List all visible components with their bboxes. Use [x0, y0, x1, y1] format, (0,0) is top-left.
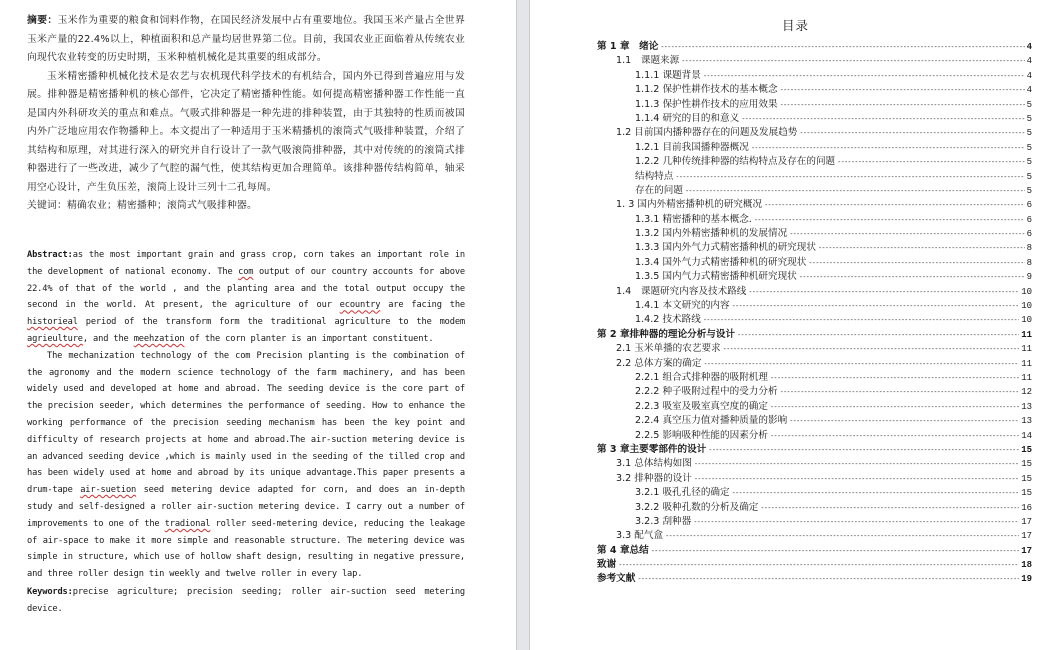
toc-page-number: 17: [1021, 531, 1032, 542]
toc-entry[interactable]: [597, 529, 1032, 543]
toc-entry-label: 1.2.2 几种传统排种器的结构特点及存在的问题: [635, 156, 836, 168]
toc-page-number: 15: [1021, 488, 1032, 499]
toc-leader: [723, 342, 1020, 356]
toc-leader: [693, 515, 1019, 529]
toc-entry[interactable]: [597, 40, 1032, 54]
toc-entry[interactable]: [597, 227, 1032, 241]
toc-leader: [741, 112, 1024, 126]
toc-entry-label: 1.2 目前国内播种器存在的问题及发展趋势: [616, 127, 798, 139]
toc-leader: [675, 170, 1024, 184]
toc-entry[interactable]: [597, 414, 1032, 428]
toc-entry[interactable]: [597, 54, 1032, 68]
toc-entry[interactable]: [597, 155, 1032, 169]
toc-page-number: 5: [1026, 128, 1032, 139]
toc-leader: [651, 544, 1019, 558]
toc-leader: [694, 457, 1019, 471]
toc-entry-label: 1.1.4 研究的目的和意义: [635, 112, 740, 124]
toc-leader: [780, 83, 1025, 97]
toc-leader: [708, 443, 1019, 457]
toc-entry[interactable]: [597, 572, 1032, 586]
toc-entry-label: 1.1.3 保护性耕作技术的应用效果: [635, 98, 778, 110]
toc-leader: [754, 213, 1025, 227]
toc-page-number: 5: [1026, 142, 1032, 153]
toc-page-number: 6: [1026, 214, 1032, 225]
toc-entry-label: 1.1.2 保护性耕作技术的基本概念: [635, 84, 778, 96]
document-page-left: [0, 0, 516, 650]
en-text: as the most important grain and grass crop, corn takes an important role in the development of national economy. The: [27, 250, 465, 277]
en-text: seed metering device adapted for corn, and does an in-depth study and self-designed a roller air-suction metering device. I carry out a number of improvements to one of the: [27, 485, 465, 529]
toc-entry[interactable]: [597, 256, 1032, 270]
toc-entry[interactable]: [597, 83, 1032, 97]
en-abstract-label: Abstract:: [27, 250, 73, 260]
toc-leader: [660, 40, 1024, 54]
cn-keywords: [27, 197, 465, 216]
toc-entry[interactable]: [597, 558, 1032, 572]
en-keywords-label: Keywords:: [27, 586, 73, 597]
toc-entry-label: 3.1 总体结构如图: [616, 458, 692, 470]
toc-entry-label: 1. 3 国内外精密播种机的研究概况: [616, 199, 763, 211]
en-text: of the corn planter is an important constituent.: [184, 333, 434, 344]
spelling-error: meehzation: [133, 333, 185, 344]
toc-leader: [770, 429, 1019, 443]
page-gap: [516, 0, 530, 650]
toc-entry-label: 存在的问题: [635, 184, 683, 196]
toc-entry-label: 参考文献: [597, 573, 636, 585]
toc-leader: [789, 227, 1024, 241]
toc-leader: [748, 285, 1019, 299]
toc-entry-label: 结构特点: [635, 170, 674, 182]
toc-entry-label: 第 3 章主要零部件的设计: [597, 443, 707, 455]
en-text: The mechanization technology of the com Precision planting is the combination of the agronomy and the modern science technology of the farm machinery, and has been widely used and developed at home and abroad. The seeding device is the core part of the precision seeder, which determines the performance of seeding. How to enhance the working performance of the precision seeding mechanism has been the key point and difficulty of research projects at home and abroad.The air-suction metering device is an advanced seeding device ,which is mainly used in the seeding of the tilled crop and has been widely used at home and abroad by its unique advantage.This paper presents a drum-tape: [27, 350, 465, 496]
document-page-right: [530, 0, 1061, 650]
toc-entry[interactable]: [597, 69, 1032, 83]
spelling-error: historieal: [27, 317, 78, 328]
toc-leader: [681, 54, 1024, 68]
spelling-error: com: [238, 266, 254, 277]
spelling-error: agrieulture: [27, 333, 83, 344]
toc-entry[interactable]: [597, 112, 1032, 126]
toc-entry[interactable]: [597, 213, 1032, 227]
toc-page-number: 12: [1021, 387, 1032, 398]
toc-leader: [770, 400, 1019, 414]
toc-entry[interactable]: [597, 501, 1032, 515]
toc-page-number: 9: [1026, 272, 1032, 283]
toc-page-number: 11: [1021, 329, 1032, 340]
toc-entry[interactable]: [597, 472, 1032, 486]
en-text: , and the: [82, 333, 134, 344]
toc-page-number: 14: [1021, 430, 1032, 441]
toc-page-number: 5: [1026, 99, 1032, 110]
toc-page-number: 10: [1021, 301, 1032, 312]
toc-entry-label: 1.3.3 国内外气力式精密播种机的研究现状: [635, 242, 816, 254]
toc-leader: [837, 155, 1024, 169]
toc-entry-label: 1.3.4 国外气力式精密播种机的研究现状: [635, 256, 807, 268]
toc-entry[interactable]: [597, 515, 1032, 529]
toc-leader: [665, 529, 1019, 543]
toc-entry-label: 1.3.5 国内气力式精密播种机研究现状: [635, 271, 797, 283]
toc-leader: [685, 184, 1025, 198]
toc-page-number: 10: [1021, 286, 1032, 297]
toc-leader: [703, 313, 1019, 327]
toc-page-number: 4: [1026, 70, 1032, 81]
spelling-error: ecountry: [339, 300, 381, 311]
toc-entry-label: 1.1 课题来源: [616, 55, 680, 67]
toc-entry[interactable]: [597, 170, 1032, 184]
toc-page-number: 15: [1021, 473, 1032, 484]
cn-abstract-paragraph-1: [27, 12, 465, 68]
spelling-error: air-suetion: [80, 485, 137, 496]
toc-leader: [637, 572, 1019, 586]
toc-leader: [789, 414, 1019, 428]
toc-entry-label: 2.2.3 吸室及吸室真空度的确定: [635, 400, 768, 412]
toc-leader: [780, 385, 1020, 399]
toc-page-number: 5: [1026, 113, 1032, 124]
toc-entry-label: 1.4 课题研究内容及技术路线: [616, 285, 747, 297]
en-keywords-text: precise agriculture; precision seeding; roller air-suction seed metering device.: [27, 586, 465, 614]
toc-entry[interactable]: [597, 198, 1032, 212]
toc-entry[interactable]: [597, 98, 1032, 112]
toc-page-number: 5: [1026, 171, 1032, 182]
toc-page-number: 4: [1026, 56, 1032, 67]
toc-leader: [732, 299, 1020, 313]
toc-entry[interactable]: [597, 141, 1032, 155]
toc-leader: [737, 328, 1019, 342]
toc-entry[interactable]: [597, 385, 1032, 399]
toc-page-number: 4: [1026, 85, 1032, 96]
cn-keywords-text: 精确农业；精密播种；滚筒式气吸排种器。: [67, 200, 257, 211]
toc-entry[interactable]: [597, 328, 1032, 342]
toc-page-number: 15: [1021, 444, 1032, 455]
toc-page-number: 6: [1026, 229, 1032, 240]
en-text: are facing the: [380, 300, 465, 311]
toc-page-number: 11: [1021, 344, 1032, 355]
toc-entry-label: 3.2.2 吸种孔数的分析及确定: [635, 501, 759, 513]
toc-page-number: 5: [1026, 185, 1032, 196]
cn-abstract-text-1: 玉米作为重要的粮食和饲料作物，在国民经济发展中占有重要地位。我国玉米产量占全世界玉米产量的22.4%以上，种植面积和总产量均居世界第二位。目前，我国农业正面临着从传统农业向现代农业转变的历史时期，玉米种植机械化是其重要的组成部分。: [27, 15, 465, 63]
toc-page-number: 15: [1021, 459, 1032, 470]
toc-entry-label: 1.4.2 技术路线: [635, 314, 701, 326]
table-of-contents: [597, 40, 1032, 587]
en-keywords: [27, 584, 465, 618]
toc-entry[interactable]: [597, 126, 1032, 140]
toc-entry-label: 1.3.2 国内外精密播种机的发展情况: [635, 228, 788, 240]
toc-page-number: 19: [1021, 574, 1032, 585]
toc-leader: [764, 198, 1025, 212]
toc-entry[interactable]: [597, 313, 1032, 327]
toc-entry-label: 第 1 章 绪论: [597, 41, 659, 52]
toc-entry[interactable]: [597, 457, 1032, 471]
en-abstract-paragraph-2: [27, 348, 465, 583]
toc-entry-label: 第 2 章排种器的理论分析与设计: [597, 328, 736, 340]
toc-leader: [818, 241, 1025, 255]
toc-page-number: 4: [1026, 42, 1032, 52]
toc-page-number: 8: [1026, 243, 1032, 254]
toc-entry-label: 1.1.1 课题背景: [635, 69, 701, 81]
toc-entry[interactable]: [597, 184, 1032, 198]
toc-page-number: 11: [1021, 372, 1032, 383]
toc-leader: [751, 141, 1025, 155]
toc-entry[interactable]: [597, 342, 1032, 356]
english-abstract: [27, 247, 465, 618]
toc-entry-label: 2.2.2 种子吸附过程中的受力分析: [635, 386, 778, 398]
toc-entry[interactable]: [597, 429, 1032, 443]
toc-page-number: 17: [1021, 545, 1032, 556]
toc-entry[interactable]: [597, 486, 1032, 500]
toc-entry[interactable]: [597, 443, 1032, 457]
cn-keywords-label: 关键词：: [27, 200, 67, 211]
toc-leader: [732, 486, 1020, 500]
toc-page-number: 6: [1026, 200, 1032, 211]
en-text: output of our country accounts for above 22.4% of that of the world , and the planting area and the total output occupy the second in the world. At present, the agriculture of our: [27, 266, 465, 311]
en-text: roller seed-metering device, reducing the leakage of air-space to make it more simple and reasonable structure. The metering device was simple in structure, which use of hollow shaft design, resulting in negative pressure, and three roller design tin weekly and twelve roller in every lap.: [27, 518, 465, 580]
toc-leader: [694, 472, 1019, 486]
toc-leader: [760, 501, 1019, 515]
toc-page-number: 16: [1021, 502, 1032, 513]
toc-entry[interactable]: [597, 400, 1032, 414]
toc-entry[interactable]: [597, 544, 1032, 558]
toc-entry[interactable]: [597, 299, 1032, 313]
toc-entry-label: 2.1 玉米单播的农艺要求: [616, 343, 721, 355]
toc-leader: [770, 371, 1019, 385]
toc-entry-label: 1.4.1 本文研究的内容: [635, 300, 730, 312]
toc-entry-label: 3.2.1 吸孔孔径的确定: [635, 487, 730, 499]
toc-page-number: 11: [1021, 358, 1032, 369]
toc-page-number: 8: [1026, 257, 1032, 268]
toc-leader: [703, 357, 1019, 371]
en-text: period of the transform form the traditional agriculture to the modem: [77, 317, 465, 328]
toc-entry-label: 3.2 排种器的设计: [616, 472, 692, 484]
spelling-error: tradional: [164, 518, 211, 529]
toc-leader: [618, 558, 1019, 572]
toc-entry-label: 2.2.4 真空压力值对播种质量的影响: [635, 415, 788, 427]
toc-page-number: 17: [1021, 516, 1032, 527]
toc-leader: [780, 98, 1025, 112]
toc-title: 目录: [781, 18, 809, 33]
toc-entry-label: 1.2.1 目前我国播种器概况: [635, 141, 749, 153]
chinese-abstract: [27, 12, 465, 216]
toc-entry-label: 第 4 章总结: [597, 544, 649, 556]
toc-entry[interactable]: [597, 371, 1032, 385]
toc-entry[interactable]: [597, 357, 1032, 371]
toc-entry[interactable]: [597, 241, 1032, 255]
toc-entry-label: 2.2.5 影响吸种性能的因素分析: [635, 429, 768, 441]
toc-leader: [703, 69, 1025, 83]
en-abstract-paragraph-1: [27, 247, 465, 348]
toc-entry-label: 2.2.1 组合式排种器的吸附机理: [635, 371, 768, 383]
toc-leader: [799, 270, 1025, 284]
toc-entry[interactable]: [597, 270, 1032, 284]
toc-page-number: 18: [1021, 560, 1032, 571]
toc-leader: [799, 126, 1024, 140]
toc-page-number: 5: [1026, 157, 1032, 168]
cn-abstract-paragraph-2: 玉米精密播种机械化技术是农艺与农机现代科学技术的有机结合，国内外已得到普遍应用与发展。排种器是精密播种机的核心部件，它决定了精密播种性能。如何提高精密播种器工作性能一直是国内外科研攻关的重点和难点。气吸式排种器是一种先进的排种装置，由于其独特的性质而被国内外广泛地应用农作物播种上。本文提出了一种适用于玉米精播机的滚筒式气吸排种装置，介绍了其结构和原理，对其进行深入的研究并自行设计了一款气吸滚筒排种器，其中对传统的的滚筒式排种器进行了一些改进，减少了气腔的漏气性，使其结构更加合理简单。该排种器传结构简单，轴采用空心设计，产生负压差，滚筒上设计三列十二孔每周。: [27, 70, 465, 193]
toc-entry-label: 3.3 配气盒: [616, 530, 664, 542]
toc-entry-label: 2.2 总体方案的确定: [616, 357, 702, 369]
toc-page-number: 10: [1021, 315, 1032, 326]
toc-entry-label: 1.3.1 精密播种的基本概念.: [635, 213, 752, 225]
toc-entry-label: 3.2.3 刮种器: [635, 515, 692, 527]
cn-abstract-label: 摘要：: [27, 15, 58, 26]
toc-page-number: 13: [1021, 401, 1032, 412]
toc-entry[interactable]: [597, 285, 1032, 299]
toc-leader: [808, 256, 1024, 270]
toc-entry-label: 致谢: [597, 559, 617, 571]
toc-page-number: 13: [1021, 416, 1032, 427]
